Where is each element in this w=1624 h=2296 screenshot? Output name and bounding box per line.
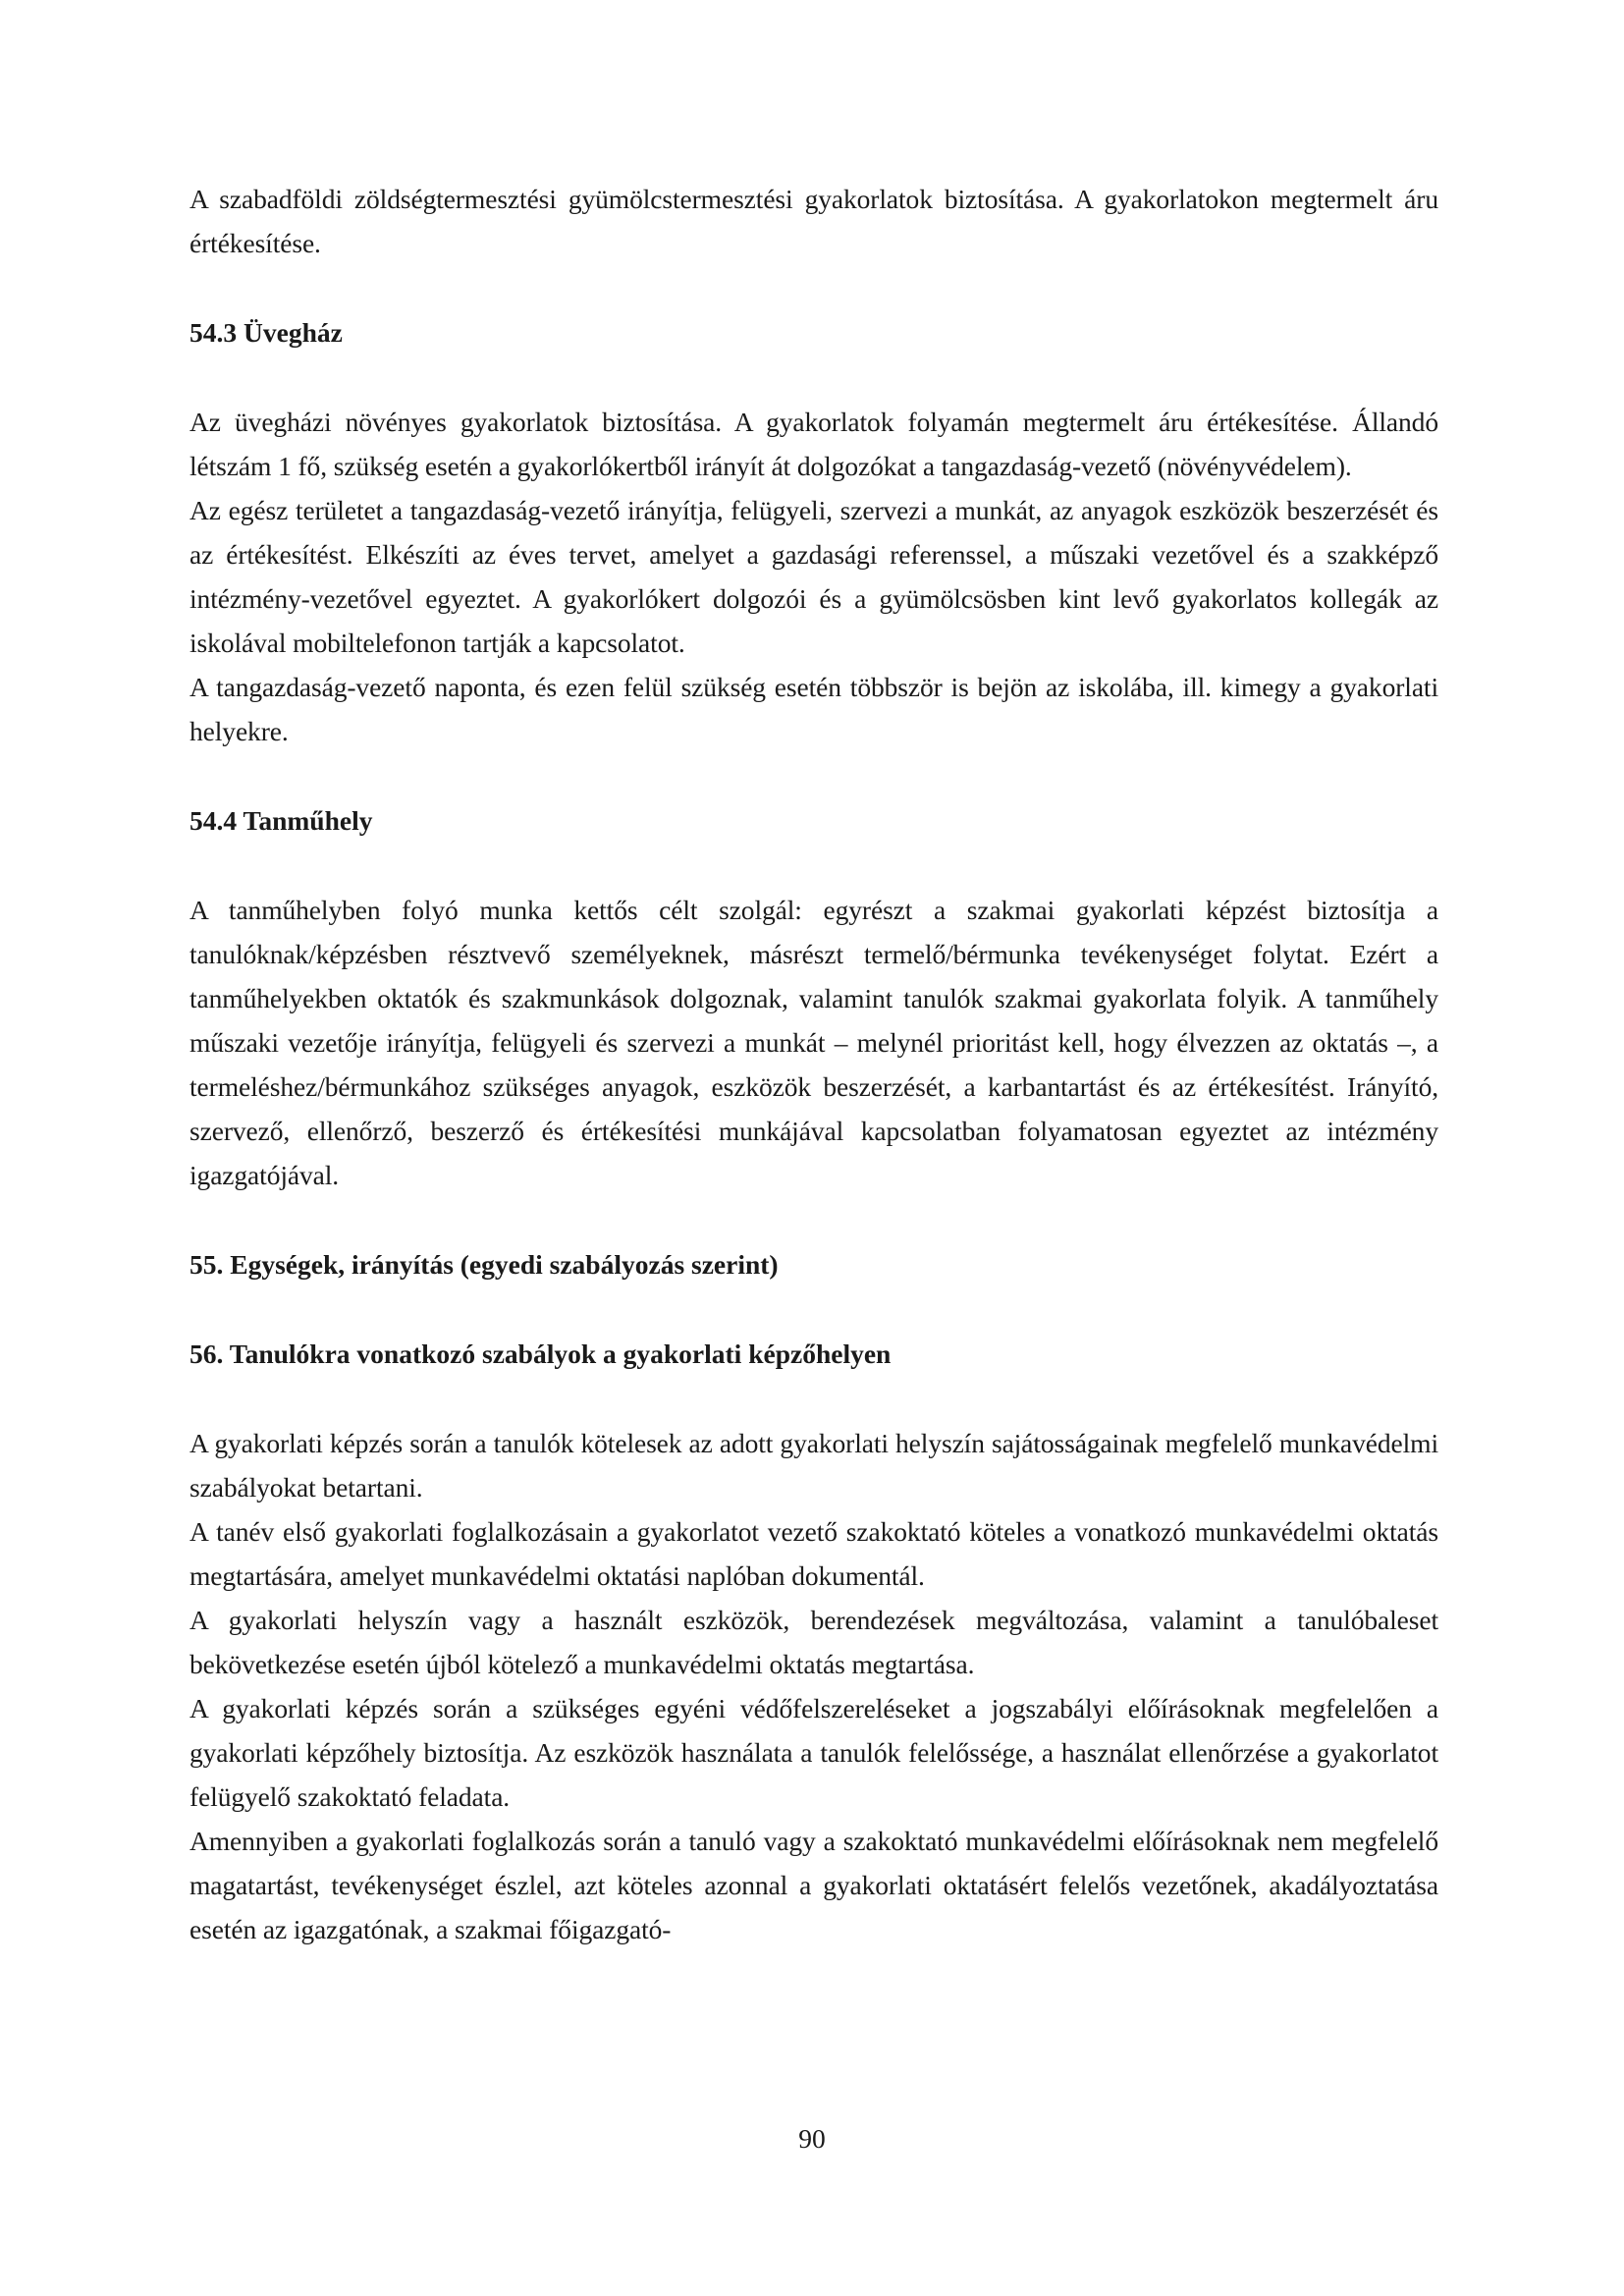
paragraph: A gyakorlati képzés során a tanulók kötelesek az adott gyakorlati helyszín sajátosságainak megfelelő munkavédelmi szabályokat betartani. xyxy=(189,1428,1438,1503)
section-heading-55: 55. Egységek, irányítás (egyedi szabályozás szerint) xyxy=(189,1249,779,1280)
spacer xyxy=(189,1286,1438,1332)
document-page xyxy=(189,177,1438,1951)
paragraph: A tanműhelyben folyó munka kettős célt szolgál: egyrészt a szakmai gyakorlati képzést biztosítja a tanulóknak/képzésben résztvevő személyeknek, másrészt termelő/bérmunka tevékenységet folytat. Ezért a tanműhelyekben oktatók és szakmunkások dolgoznak, valamint tanulók szakmai gyakorlata folyik. A tanműhely műszaki vezetője irányítja, felügyeli és szervezi a munkát – melynél prioritást kell, hogy élvezzen az oktatás –, a termeléshez/bérmunkához szükséges anyagok, eszközök beszerzését, a karbantartást és az értékesítést. Irányító, szervező, ellenőrző, beszerző és értékesítési munkájával kapcsolatban folyamatosan egyeztet az intézmény igazgatójával. xyxy=(189,895,1438,1190)
intro-paragraph: A szabadföldi zöldségtermesztési gyümölcstermesztési gyakorlatok biztosítása. A gyakorlatokon megtermelt áru értékesítése. xyxy=(189,184,1438,258)
paragraph: Az üvegházi növényes gyakorlatok biztosítása. A gyakorlatok folyamán megtermelt áru értékesítése. Állandó létszám 1 fő, szükség esetén a gyakorlókertből irányít át dolgozókat a tangazdaság-vezető (növényvédelem). xyxy=(189,407,1438,481)
spacer xyxy=(189,355,1438,400)
spacer xyxy=(189,1376,1438,1421)
paragraph: A gyakorlati képzés során a szükséges egyéni védőfelszereléseket a jogszabályi előírásoknak megfelelően a gyakorlati képzőhely biztosítja. Az eszközök használata a tanulók felelőssége, a használat ellenőrzése a gyakorlatot felügyelő szakoktató feladata. xyxy=(189,1693,1438,1812)
paragraph: A tanév első gyakorlati foglalkozásain a gyakorlatot vezető szakoktató köteles a vonatkozó munkavédelmi oktatás megtartására, amelyet munkavédelmi oktatási naplóban dokumentál. xyxy=(189,1516,1438,1591)
spacer xyxy=(189,1197,1438,1242)
paragraph: Amennyiben a gyakorlati foglalkozás során a tanuló vagy a szakoktató munkavédelmi előírásoknak nem megfelelő magatartást, tevékenységet észlel, azt köteles azonnal a gyakorlati oktatásért felelős vezetőnek, akadályoztatása esetén az igazgatónak, a szakmai főigazgató- xyxy=(189,1826,1438,1944)
page-number: 90 xyxy=(798,2123,826,2154)
spacer xyxy=(189,753,1438,798)
section-heading-54-4: 54.4 Tanműhely xyxy=(189,805,373,836)
paragraph: A gyakorlati helyszín vagy a használt eszközök, berendezések megváltozása, valamint a tanulóbaleset bekövetkezése esetén újból kötelező a munkavédelmi oktatás megtartása. xyxy=(189,1605,1438,1679)
section-heading-56: 56. Tanulókra vonatkozó szabályok a gyakorlati képzőhelyen xyxy=(189,1339,892,1369)
section-heading-54-3: 54.3 Üvegház xyxy=(189,317,343,348)
spacer xyxy=(189,843,1438,888)
paragraph: Az egész területet a tangazdaság-vezető irányítja, felügyeli, szervezi a munkát, az anyagok eszközök beszerzését és az értékesítést. Elkészíti az éves tervet, amelyet a gazdasági referenssel, a műszaki vezetővel és a szakképző intézmény-vezetővel egyeztet. A gyakorlókert dolgozói és a gyümölcsösben kint levő gyakorlatos kollegák az iskolával mobiltelefonon tartják a kapcsolatot. xyxy=(189,495,1438,658)
paragraph: A tangazdaság-vezető naponta, és ezen felül szükség esetén többször is bejön az iskolába, ill. kimegy a gyakorlati helyekre. xyxy=(189,672,1438,746)
spacer xyxy=(189,265,1438,310)
